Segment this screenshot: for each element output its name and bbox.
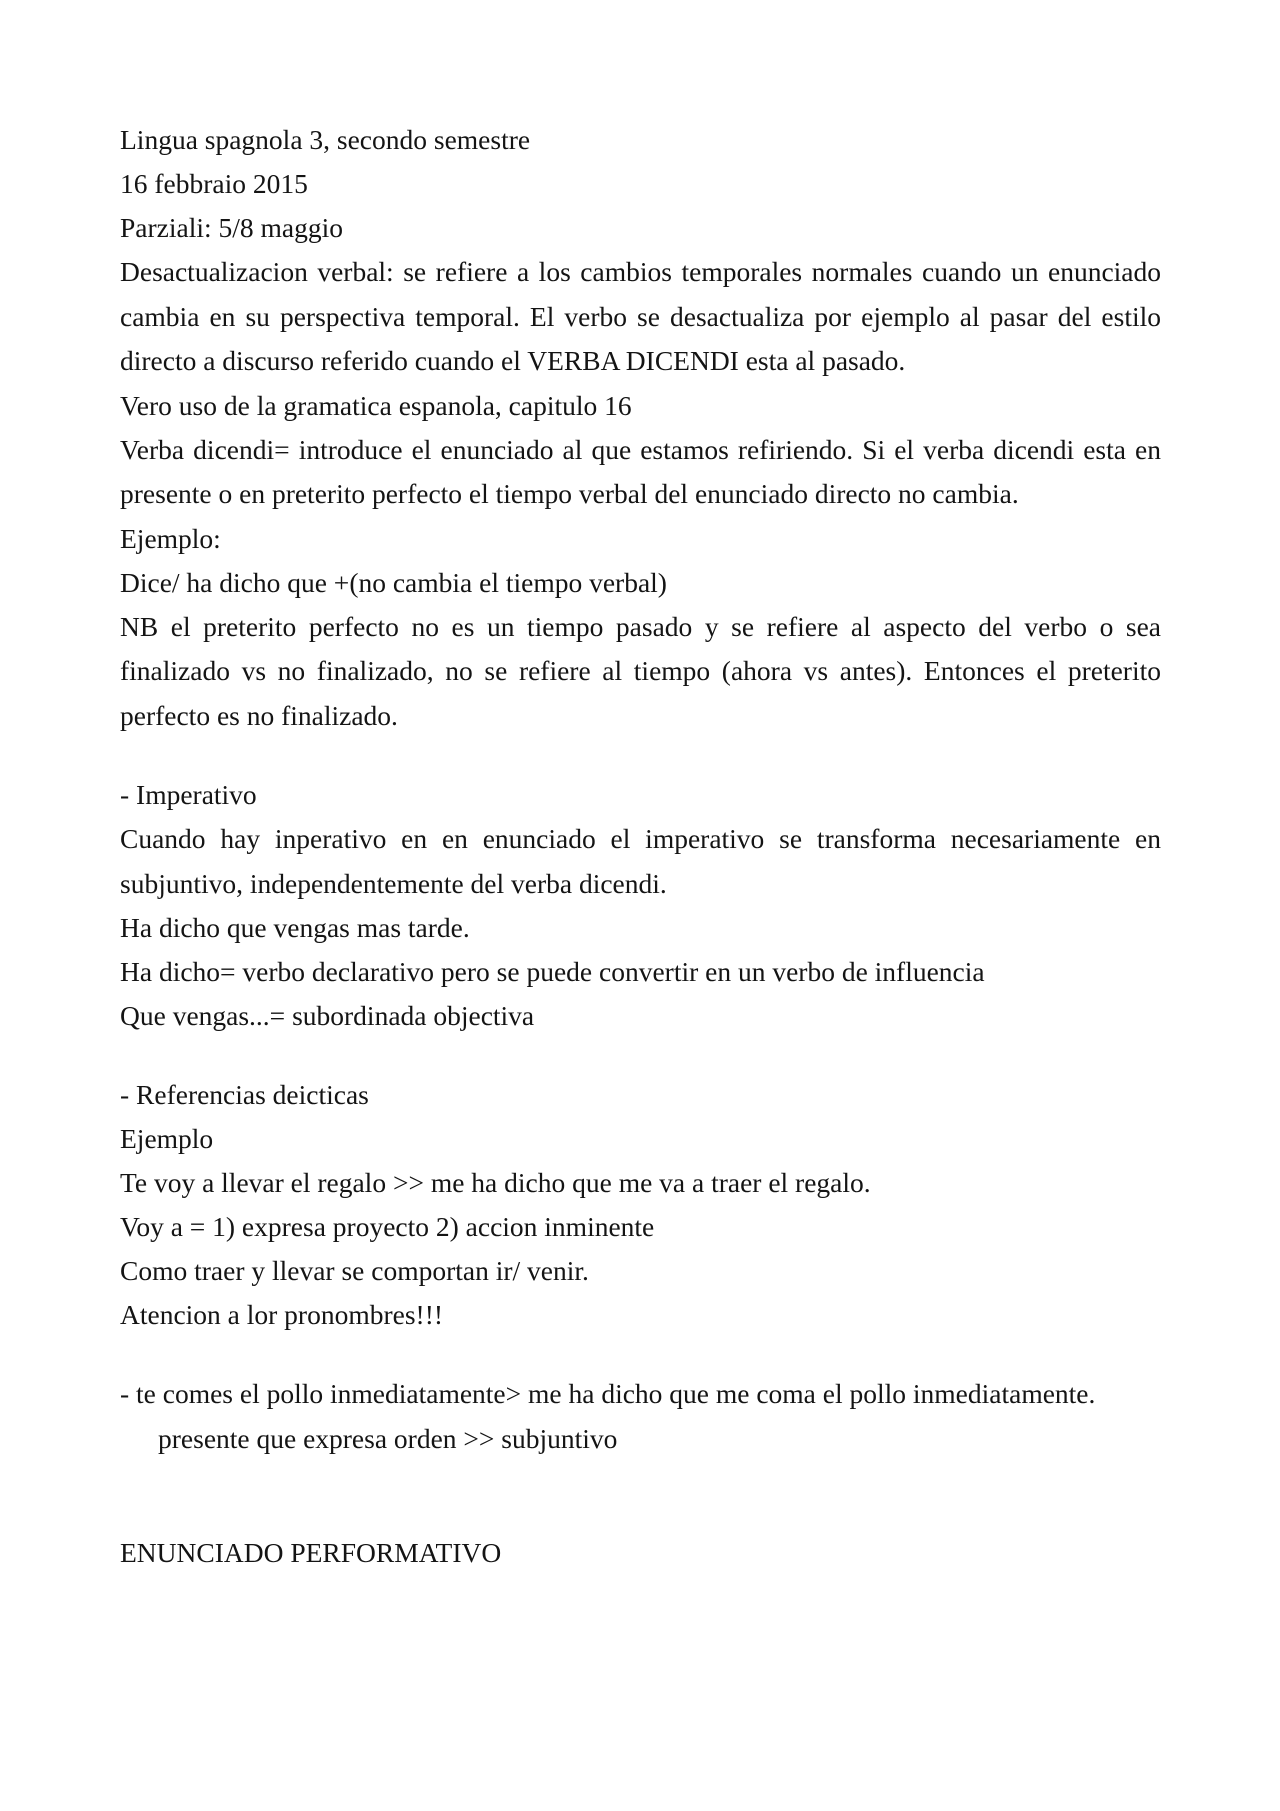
deicticas-line-1: Te voy a llevar el regalo >> me ha dicho que me va a traer el regalo.: [120, 1167, 871, 1198]
course-title: Lingua spagnola 3, secondo semestre: [120, 124, 531, 155]
deicticas-line-3: Como traer y llevar se comportan ir/ venir.: [120, 1255, 589, 1286]
document-body: [120, 118, 1161, 1575]
deicticas-example-label: Ejemplo: [120, 1123, 214, 1154]
spacer: [120, 738, 1161, 773]
imperativo-example: Ha dicho que vengas mas tarde.: [120, 912, 470, 943]
deicticas-line-2: Voy a = 1) expresa proyecto 2) accion inminente: [120, 1211, 655, 1242]
pollo-paragraph: - te comes el pollo inmediatamente> me ha dicho que me coma el pollo inmediatamente.: [120, 1378, 1096, 1409]
imperativo-rule: Cuando hay inperativo en en enunciado el imperativo se transforma necesariamente en subjuntivo, independentemente del verba dicendi.: [120, 823, 1161, 899]
example-line: Dice/ ha dicho que +(no cambia el tiempo verbal): [120, 566, 667, 598]
imperativo-note-2: Que vengas...= subordinada objectiva: [120, 1000, 535, 1031]
pollo-note: presente que expresa orden >> subjuntivo: [158, 1422, 618, 1454]
imperativo-note-1: Ha dicho= verbo declarativo pero se puede convertir en un verbo de influencia: [120, 956, 985, 987]
deicticas-heading: - Referencias deicticas: [120, 1079, 369, 1110]
spacer: [120, 1038, 1161, 1073]
nb-paragraph: NB el preterito perfecto no es un tiempo pasado y se refiere al aspecto del verbo o sea finalizado vs no finalizado, no se refiere al tiempo (ahora vs antes). Entonces el preterito perfecto es no finalizado.: [120, 610, 1161, 731]
example-label: Ejemplo:: [120, 522, 221, 554]
imperativo-heading: - Imperativo: [120, 779, 257, 810]
exam-dates: Parziali: 5/8 maggio: [120, 212, 344, 243]
date-line: 16 febbraio 2015: [120, 168, 308, 199]
verba-dicendi-paragraph: Verba dicendi= introduce el enunciado al que estamos refiriendo. Si el verba dicendi esta en presente o en preterito perfecto el tiempo verbal del enunciado directo no cambia.: [120, 433, 1161, 509]
final-heading: ENUNCIADO PERFORMATIVO: [120, 1536, 502, 1568]
reference-line: Vero uso de la gramatica espanola, capitulo 16: [120, 389, 632, 421]
desactualizacion-paragraph: Desactualizacion verbal: se refiere a los cambios temporales normales cuando un enunciado cambia en su perspectiva temporal. El verbo se desactualiza por ejemplo al pasar del estilo directo a discurso referido cuando el VERBA DICENDI esta al pasado.: [120, 256, 1161, 376]
deicticas-line-4: Atencion a lor pronombres!!!: [120, 1299, 444, 1330]
spacer: [120, 1461, 1161, 1531]
spacer: [120, 1337, 1161, 1372]
